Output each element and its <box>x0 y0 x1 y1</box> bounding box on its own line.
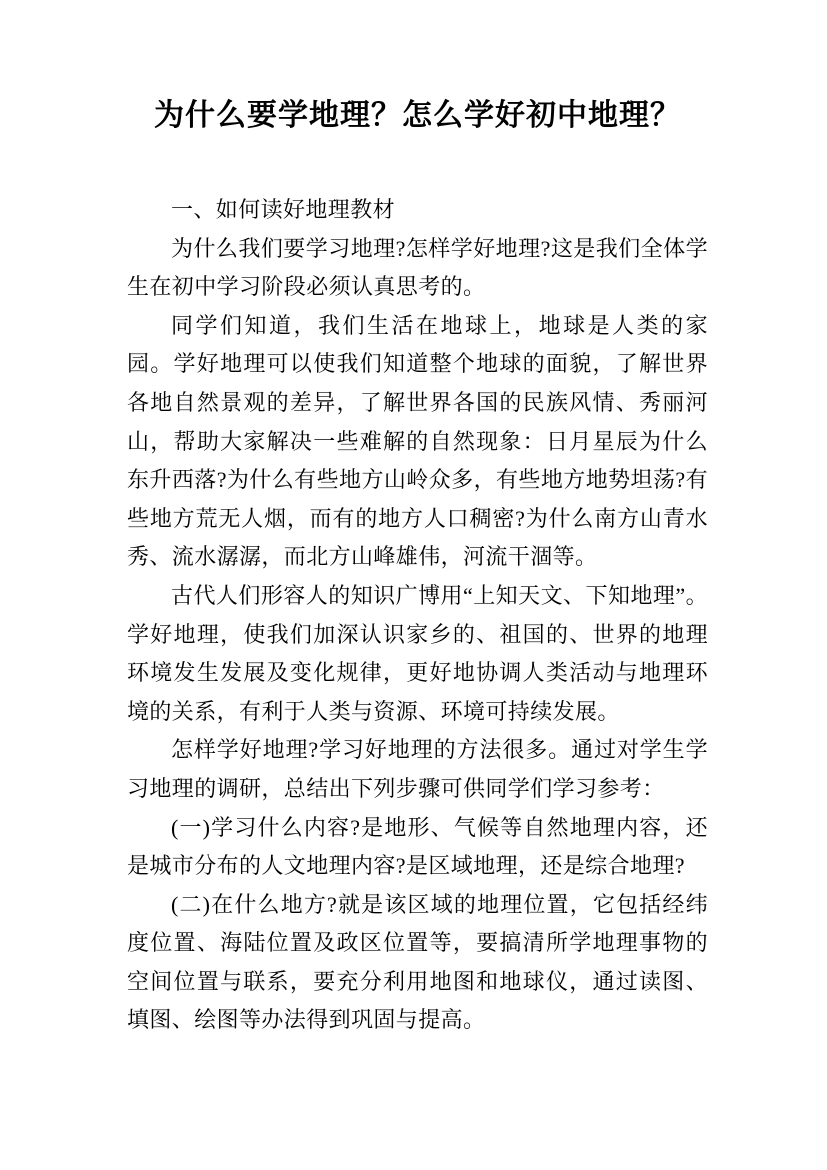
paragraph: 古代人们形容人的知识广博用“上知天文、下知地理”。学好地理，使我们加深认识家乡的、祖国的、世界的地理环境发生发展及变化规律，更好地协调人类活动与地理环境的关系，有利于人类与资源、环境可持续发展。 <box>127 582 708 724</box>
paragraph: 同学们知道，我们生活在地球上，地球是人类的家园。学好地理可以使我们知道整个地球的面貌，了解世界各地自然景观的差异，了解世界各国的民族风情、秀丽河山，帮助大家解决一些难解的自然现象：日月星辰为什么东升西落?为什么有些地方山岭众多，有些地方地势坦荡?有些地方荒无人烟，而有的地方人口稠密?为什么南方山青水秀、流水潺潺，而北方山峰雄伟，河流干涸等。 <box>127 312 708 570</box>
paragraph: (二)在什么地方?就是该区域的地理位置，它包括经纬度位置、海陆位置及政区位置等，要搞清所学地理事物的空间位置与联系，要充分利用地图和地球仪，通过读图、填图、绘图等办法得到巩固与提高。 <box>127 891 708 1033</box>
document-body <box>127 191 708 1040</box>
paragraph: 为什么我们要学习地理?怎样学好地理?这是我们全体学生在初中学习阶段必须认真思考的。 <box>127 235 708 300</box>
paragraph: 怎样学好地理?学习好地理的方法很多。通过对学生学习地理的调研，总结出下列步骤可供同学们学习参考： <box>127 737 708 801</box>
section-heading: 一、如何读好地理教材 <box>171 197 396 222</box>
document-title: 为什么要学地理？怎么学好初中地理？ <box>154 99 681 132</box>
paragraph: (一)学习什么内容?是地形、气候等自然地理内容，还是城市分布的人文地理内容?是区域地理，还是综合地理? <box>127 814 708 879</box>
